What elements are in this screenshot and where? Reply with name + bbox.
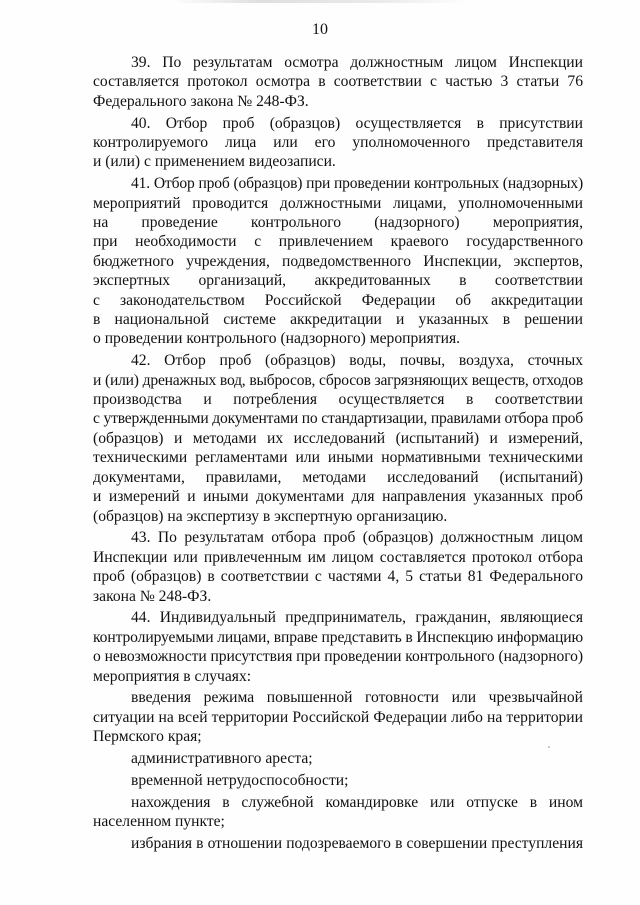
page-number: 10 [312, 21, 328, 38]
text-line: проб (образцов) в соответствии с частями 4, 5 статьи 81 Федерального [93, 568, 583, 586]
text-line: избрания в отношении подозреваемого в совершении преступления [131, 834, 583, 852]
paragraph [93, 793, 583, 832]
text-line: на проведение контрольного (надзорного) мероприятия, [93, 214, 583, 232]
text-line: Инспекции или привлеченным им лицом составляется протокол отбора [93, 548, 583, 566]
text-line: административного ареста; [131, 749, 313, 767]
paragraph [93, 53, 583, 111]
text-line: 41. Отбор проб (образцов) при проведении контрольных (надзорных) [131, 175, 583, 193]
text-line: 42. Отбор проб (образцов) воды, почвы, воздуха, сточных [131, 352, 583, 370]
text-line: мероприятия в случаях: [93, 667, 252, 685]
paragraph [93, 749, 583, 768]
document-body [93, 53, 583, 856]
text-line: населенном пункте; [93, 812, 225, 830]
text-line: ситуации на всей территории Российской Федерации либо на территории [93, 708, 583, 726]
paragraph [93, 688, 583, 746]
text-line: 39. По результатам осмотра должностным лицом Инспекции [131, 54, 583, 71]
text-line: и измерений и иными документами для направления указанных проб [93, 488, 583, 506]
paragraph [93, 771, 583, 790]
text-line: введения режима повышенной готовности или чрезвычайной [131, 689, 583, 707]
text-line: контролируемого лица или его уполномоченного представителя [93, 134, 583, 152]
text-line: 40. Отбор проб (образцов) осуществляется в присутствии [131, 114, 583, 132]
scan-speck [548, 746, 550, 748]
text-line: мероприятий проводится должностными лицами, уполномоченными [93, 194, 583, 212]
text-line: о проведении контрольного (надзорного) мероприятия. [93, 330, 461, 348]
text-line: и (или) с применением видеозаписи. [93, 153, 336, 171]
text-line: документами, правилами, методами исследований (испытаний) [93, 468, 583, 486]
text-line: 44. Индивидуальный предприниматель, гражданин, являющиеся [131, 609, 583, 627]
text-line: нахождения в служебной командировке или отпуске в ином [131, 793, 583, 811]
paragraph [93, 114, 583, 172]
text-line: и (или) дренажных вод, выбросов, сбросов загрязняющих веществ, отходов [93, 371, 583, 389]
paragraph [93, 174, 583, 349]
text-line: при необходимости с привлечением краевого государственного [93, 233, 583, 251]
paragraph [93, 608, 583, 686]
paragraph [93, 528, 583, 606]
text-line: Федерального закона № 248-ФЗ. [93, 92, 309, 110]
text-line: с утвержденными документами по стандартизации, правилами отбора проб [93, 410, 583, 428]
text-line: 43. По результатам отбора проб (образцов) должностным лицом [131, 529, 583, 547]
text-line: экспертных организаций, аккредитованных в соответствии [93, 272, 583, 290]
text-line: производства и потребления осуществляется в соответствии [93, 391, 583, 409]
text-line: Пермского края; [93, 728, 202, 746]
text-line: (образцов) и методами их исследований (испытаний) и измерений, [93, 429, 583, 447]
text-line: с законодательством Российской Федерации об аккредитации [93, 291, 583, 309]
text-line: закона № 248-ФЗ. [93, 587, 212, 605]
text-line: составляется протокол осмотра в соответствии с частью 3 статьи 76 [93, 73, 583, 91]
paragraph [93, 834, 583, 853]
text-line: в национальной системе аккредитации и указанных в решении [93, 311, 583, 329]
text-line: техническими регламентами или иными нормативными техническими [93, 449, 583, 467]
text-line: временной нетрудоспособности; [131, 771, 349, 789]
paragraph [93, 351, 583, 526]
text-line: (образцов) на экспертизу в экспертную организацию. [93, 507, 448, 525]
scan-edge-artifact [170, 0, 470, 3]
text-line: бюджетного учреждения, подведомственного Инспекции, экспертов, [93, 252, 583, 270]
text-line: контролируемыми лицами, вправе представить в Инспекцию информацию [93, 628, 583, 646]
text-line: о невозможности присутствия при проведении контрольного (надзорного) [93, 648, 583, 666]
